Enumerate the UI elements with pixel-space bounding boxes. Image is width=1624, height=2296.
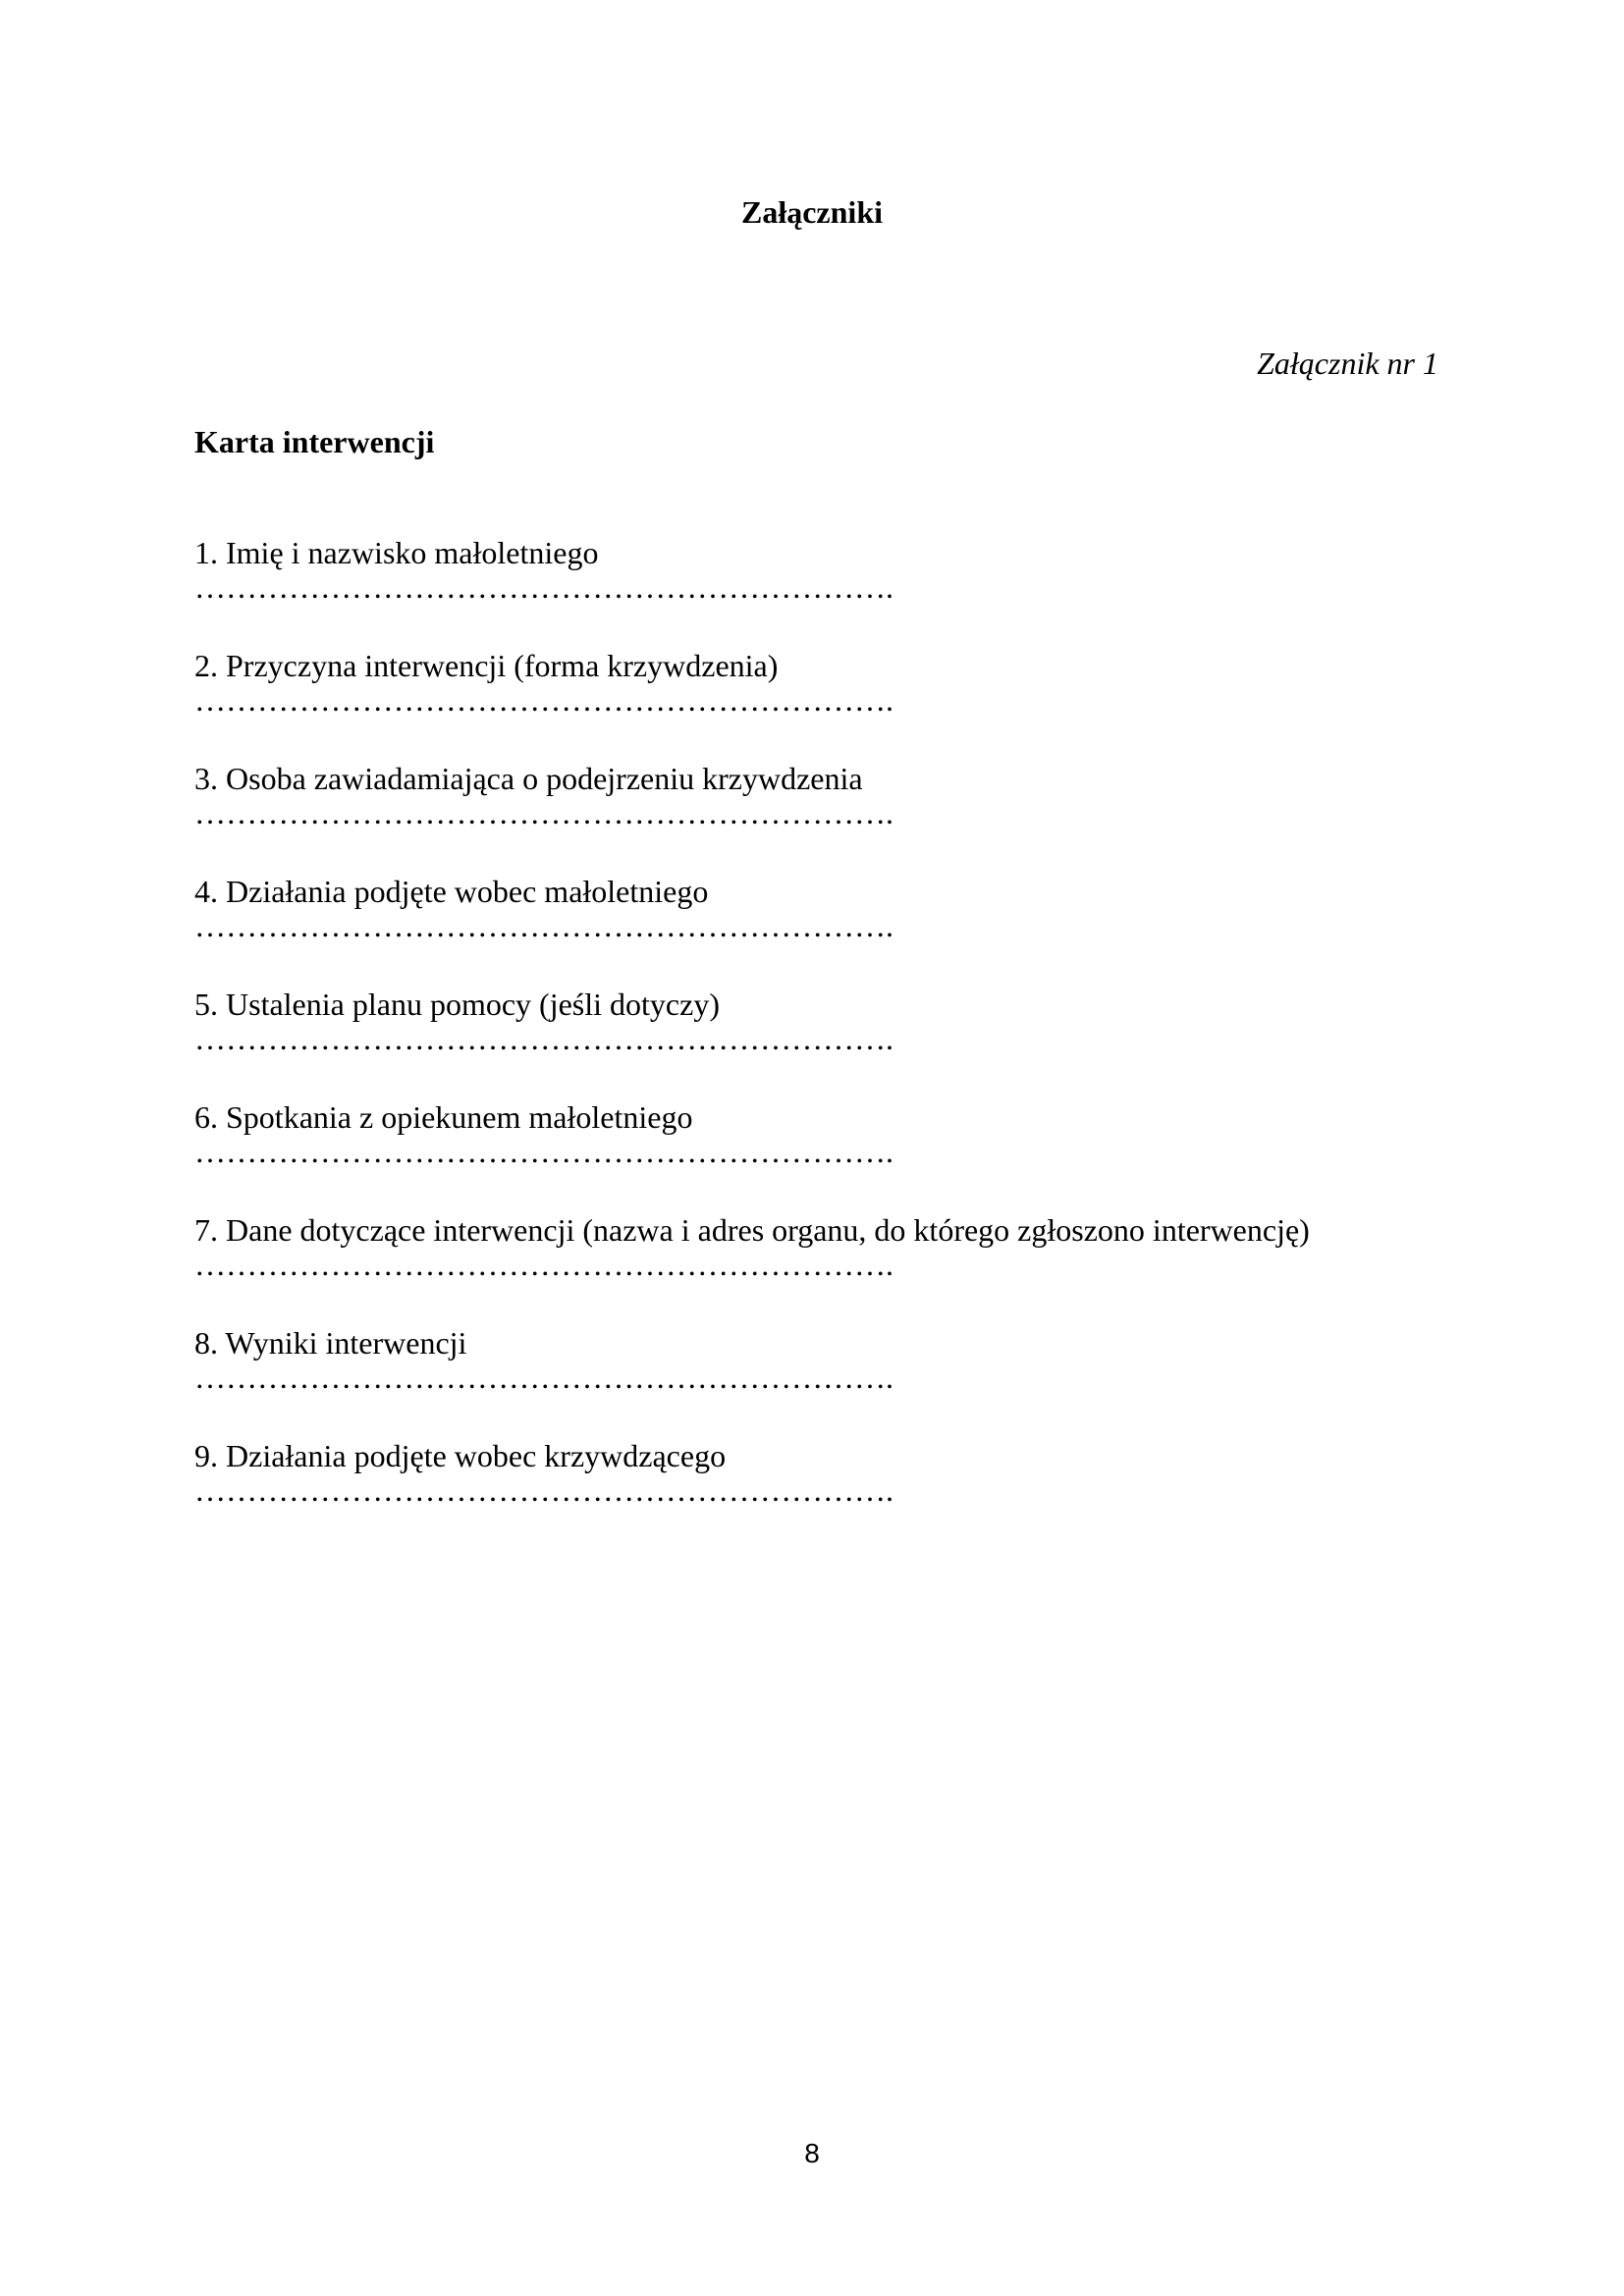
fill-in-line: …………………………………………………………. — [194, 569, 893, 605]
form-item — [194, 1436, 1471, 1549]
form-item — [194, 985, 1471, 1097]
form-item — [194, 1210, 1471, 1323]
form-item — [194, 1097, 1471, 1210]
form-title: Karta interwencji — [194, 424, 435, 459]
form-item-label: 4. Działania podjęte wobec małoletniego — [194, 874, 709, 909]
fill-in-line: …………………………………………………………. — [194, 1021, 893, 1056]
form-item — [194, 533, 1471, 646]
form-item-label: 1. Imię i nazwisko małoletniego — [194, 535, 599, 570]
form-item-label: 5. Ustalenia planu pomocy (jeśli dotyczy) — [194, 987, 720, 1022]
fill-in-line: …………………………………………………………. — [194, 1360, 893, 1395]
form-item — [194, 646, 1471, 759]
annex-number: Załącznik nr 1 — [1257, 346, 1438, 381]
form-items-list — [194, 533, 1471, 1549]
form-item-label: 7. Dane dotyczące interwencji (nazwa i adres organu, do którego zgłoszono interwencję) — [194, 1212, 1310, 1248]
fill-in-line: …………………………………………………………. — [194, 795, 893, 830]
form-item-label: 3. Osoba zawiadamiająca o podejrzeniu krzywdzenia — [194, 761, 863, 796]
form-item — [194, 872, 1471, 985]
page-number: 8 — [804, 2138, 820, 2168]
form-item — [194, 759, 1471, 872]
fill-in-line: …………………………………………………………. — [194, 1134, 893, 1169]
form-item-label: 2. Przyczyna interwencji (forma krzywdzenia) — [194, 648, 779, 683]
fill-in-line: …………………………………………………………. — [194, 1472, 893, 1508]
form-item-label: 6. Spotkania z opiekunem małoletniego — [194, 1099, 693, 1135]
fill-in-line: …………………………………………………………. — [194, 1247, 893, 1282]
fill-in-line: …………………………………………………………. — [194, 908, 893, 943]
page-title: Załączniki — [740, 194, 883, 230]
fill-in-line: …………………………………………………………. — [194, 682, 893, 718]
form-item — [194, 1323, 1471, 1436]
form-item-label: 8. Wyniki interwencji — [194, 1325, 467, 1361]
form-item-label: 9. Działania podjęte wobec krzywdzącego — [194, 1438, 727, 1473]
